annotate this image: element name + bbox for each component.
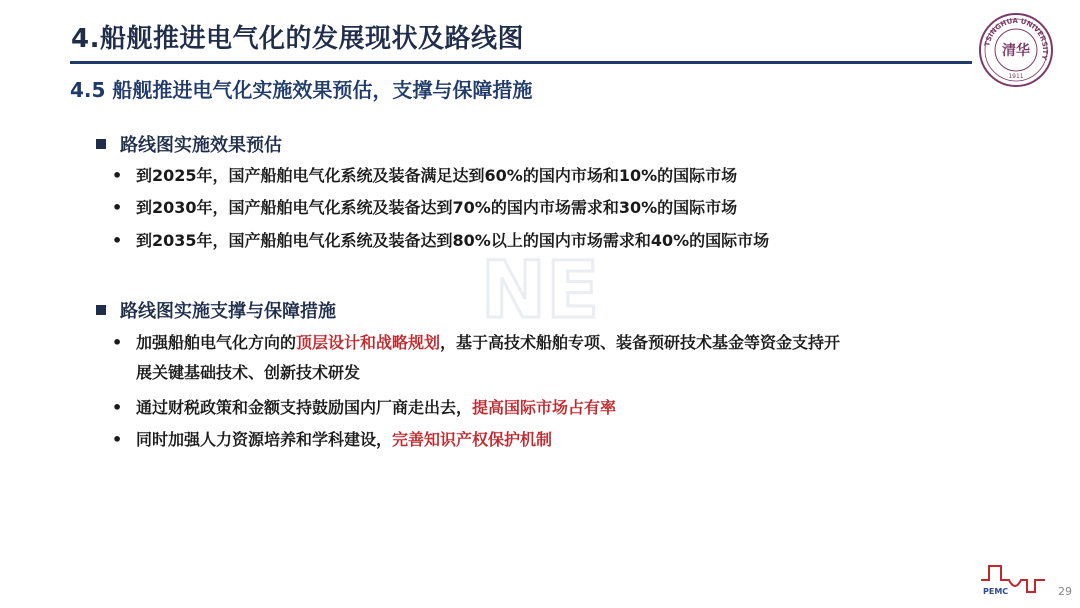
section-heading-effects: 路线图实施效果预估 — [96, 131, 282, 157]
page-subtitle: 4.5 船舰推进电气化实施效果预估，支撑与保障措施 — [70, 78, 533, 102]
pemc-logo — [979, 558, 1047, 598]
bullet-dot-icon: • — [112, 166, 123, 185]
tsinghua-logo — [978, 12, 1054, 88]
list-item: • 到2030年，国产船舶电气化系统及装备达到70%的国内市场需求和30%的国际市场 — [112, 193, 872, 223]
square-bullet-icon — [96, 139, 106, 149]
bullet-dot-icon: • — [112, 430, 123, 449]
bullet-dot-icon: • — [112, 231, 123, 250]
list-item: • 同时加强人力资源培养和学科建设，完善知识产权保护机制 — [112, 425, 872, 455]
highlight-text: 完善知识产权保护机制 — [392, 430, 553, 449]
list-item: • 到2035年，国产船舶电气化系统及装备达到80%以上的国内市场需求和40%的国际市场 — [112, 226, 872, 256]
svg-text:1911: 1911 — [1008, 73, 1024, 80]
svg-text:NE: NE — [480, 246, 600, 336]
page-title: 4.船舰推进电气化的发展现状及路线图 — [71, 24, 524, 54]
page-number: 29 — [1058, 585, 1072, 598]
list-item: • 加强船舶电气化方向的顶层设计和战略规划，基于高技术船舶专项、装备预研技术基金等资金支持开展关键基础技术、创新技术研发 — [112, 328, 842, 388]
highlight-text: 提高国际市场占有率 — [472, 398, 617, 417]
bullet-dot-icon: • — [112, 333, 123, 352]
title-underline — [70, 61, 972, 64]
highlight-text: 顶层设计和战略规划 — [296, 333, 441, 352]
bullet-dot-icon: • — [112, 198, 123, 217]
square-bullet-icon — [96, 305, 106, 315]
bullet-dot-icon: • — [112, 398, 123, 417]
list-item: • 通过财税政策和金额支持鼓励国内厂商走出去，提高国际市场占有率 — [112, 393, 872, 423]
list-item: • 到2025年，国产船舶电气化系统及装备满足达到60%的国内市场和10%的国际市场 — [112, 161, 872, 191]
section-heading-measures: 路线图实施支撑与保障措施 — [96, 297, 336, 323]
svg-text:清华: 清华 — [1002, 43, 1030, 59]
svg-text:TSINGHUA UNIVERSITY: TSINGHUA UNIVERSITY — [983, 16, 1050, 61]
svg-text:PEMC: PEMC — [983, 587, 1009, 596]
